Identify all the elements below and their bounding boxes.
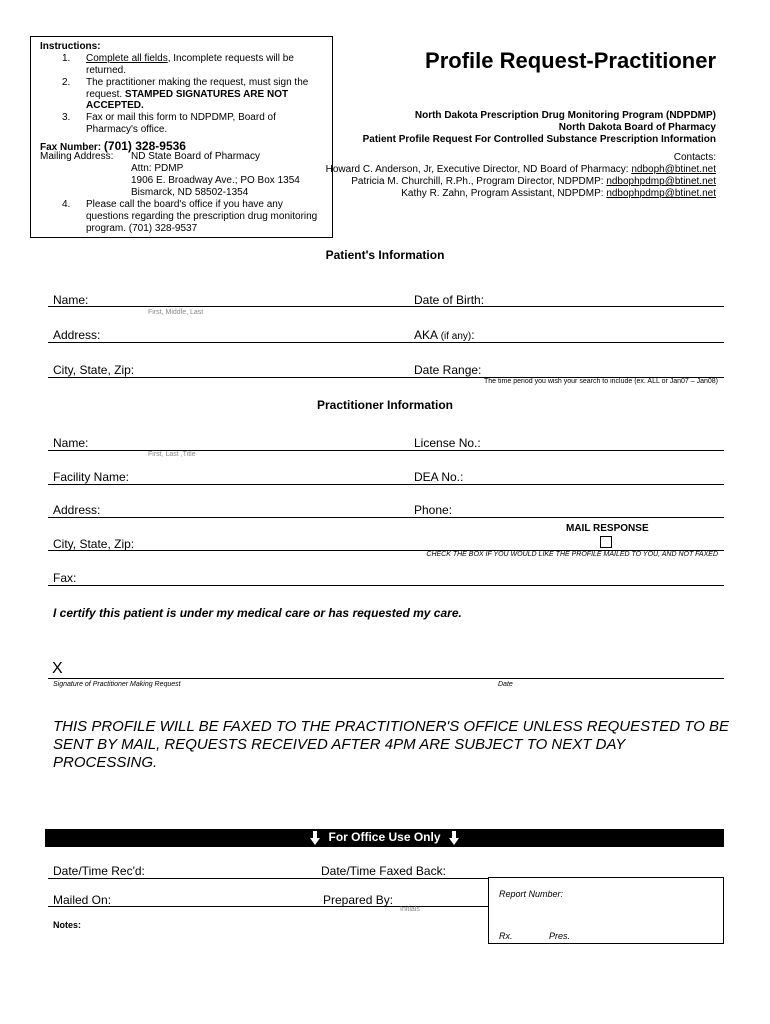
patient-address-aka-line[interactable] (48, 342, 724, 343)
stamped-signatures-warning: STAMPED SIGNATURES ARE NOT (124, 89, 289, 100)
instruction-1-number: 1. (62, 53, 71, 64)
patient-aka-hint: (if any) (440, 331, 472, 342)
board-name: North Dakota Board of Pharmacy (558, 122, 716, 133)
date-faxed-back-label: Date/Time Faxed Back: (321, 864, 446, 878)
practitioner-section-heading: Practitioner Information (316, 398, 453, 412)
contact-2-text: Patricia M. Churchill, R.Ph., Program Director, NDPDMP: (351, 176, 607, 187)
notes-label: Notes: (53, 920, 82, 930)
contact-3 (401, 188, 716, 199)
practitioner-name-hint: First, Last ,Title (148, 451, 196, 458)
report-number-box[interactable] (488, 877, 724, 944)
patient-aka-colon: : (471, 328, 475, 342)
instruction-3-line2: Pharmacy's office. (86, 124, 168, 135)
arrow-down-icon (310, 831, 320, 845)
form-subtitle: Patient Profile Request For Controlled Substance Prescription Information (362, 134, 716, 145)
contacts-label: Contacts: (673, 152, 716, 163)
office-date-line[interactable] (48, 878, 488, 879)
practitioner-name-label: Name: (53, 436, 89, 450)
contact-1-text: Howard C. Anderson, Jr, Executive Director, ND Board of Pharmacy: (325, 164, 632, 175)
date-received-label: Date/Time Rec'd: (53, 864, 145, 878)
contact-2 (351, 176, 716, 187)
patient-section-heading: Patient's Information (325, 248, 445, 262)
mailing-address-line-4: Bismarck, ND 58502-1354 (131, 187, 249, 198)
certification-statement: I certify this patient is under my medical care or has requested my care. (53, 606, 462, 620)
patient-dob-label: Date of Birth: (414, 293, 485, 307)
instruction-2-line2a: request. (86, 89, 125, 100)
phone-label: Phone: (414, 503, 453, 517)
office-use-banner-row (45, 830, 724, 845)
contact-1-email[interactable]: ndboph@btinet.net (631, 164, 716, 175)
signature-line[interactable] (48, 678, 724, 679)
initials-hint: Initials (400, 906, 420, 913)
pres-label: Pres. (549, 931, 571, 941)
instruction-1-line2: returned. (86, 65, 127, 76)
dea-label: DEA No.: (414, 470, 464, 484)
fax-number-label: Fax Number: (40, 142, 104, 153)
mailed-prepared-line[interactable] (48, 906, 488, 907)
contact-1 (326, 164, 716, 175)
mailing-address-line-2: Attn: PDMP (131, 163, 184, 174)
program-name: North Dakota Prescription Drug Monitoring Program (NDPDMP) (414, 110, 716, 121)
rx-label: Rx. (499, 931, 513, 941)
page-title: Profile Request-Practitioner (425, 48, 716, 73)
patient-address-label: Address: (53, 328, 101, 342)
complete-all-fields-text: Complete all fields (86, 53, 168, 64)
instruction-4-line1: Please call the board's office if you have any (86, 199, 283, 210)
practitioner-address-label: Address: (53, 503, 101, 517)
fax-notice: THIS PROFILE WILL BE FAXED TO THE PRACTITIONER'S OFFICE UNLESS REQUESTED TO BE SENT BY MAIL, REQUESTS RECEIVED AFTER 4PM ARE SUBJECT TO NEXT DAY PROCESSING. (53, 718, 730, 771)
mailing-address-label: Mailing Address: (40, 151, 114, 162)
practitioner-csz-label: City, State, Zip: (53, 537, 135, 551)
mail-response-label: MAIL RESPONSE (566, 523, 649, 534)
office-use-banner-text: For Office Use Only (328, 830, 441, 844)
instruction-1 (86, 53, 294, 65)
mail-response-checkbox[interactable] (600, 536, 612, 548)
patient-date-range-hint: The time period you wish your search to include (ex. ALL or Jan07 – Jan08) (484, 378, 718, 385)
instruction-4-number: 4. (62, 199, 71, 210)
instruction-3-line1: Fax or mail this form to NDPDMP, Board of (86, 112, 276, 123)
mailing-address-line-1: ND State Board of Pharmacy (131, 151, 260, 162)
address-phone-line[interactable] (48, 517, 724, 518)
fax-number-value: (701) 328-9536 (103, 139, 186, 153)
patient-csz-label: City, State, Zip: (53, 363, 135, 377)
signature-hint: Signature of Practitioner Making Request (53, 681, 181, 688)
contact-3-email[interactable]: ndbophpdmp@btinet.net (606, 188, 716, 199)
practitioner-fax-line[interactable] (48, 585, 724, 586)
instruction-4-line3: program. (701) 328-9537 (86, 223, 198, 234)
instruction-1-rest: , Incomplete requests will be (167, 53, 294, 64)
check-box-hint: CHECK THE BOX IF YOU WOULD LIKE THE PROFILE MAILED TO YOU, AND NOT FAXED (426, 551, 718, 558)
signature-x-mark: X (52, 660, 63, 677)
patient-name-dob-line[interactable] (48, 306, 724, 307)
mailed-on-label: Mailed On: (53, 893, 112, 907)
patient-date-range-label: Date Range: (414, 363, 482, 377)
patient-name-hint: First, Middle, Last (148, 309, 204, 316)
license-label: License No.: (414, 436, 481, 450)
practitioner-fax-label: Fax: (53, 571, 77, 585)
instruction-2-number: 2. (62, 77, 71, 88)
facility-name-label: Facility Name: (53, 470, 130, 484)
patient-aka-label: AKA (414, 328, 438, 342)
contact-2-email[interactable]: ndbophpdmp@btinet.net (606, 176, 716, 187)
patient-name-label: Name: (53, 293, 89, 307)
instruction-2-line3: ACCEPTED. (86, 100, 144, 111)
patient-aka-row (414, 328, 475, 342)
prepared-by-label: Prepared By: (323, 893, 394, 907)
office-use-banner (45, 829, 724, 847)
instruction-2-line1: The practitioner making the request, must sign the (86, 77, 309, 88)
instructions-heading: Instructions: (40, 41, 101, 52)
arrow-down-icon (449, 831, 459, 845)
contact-3-text: Kathy R. Zahn, Program Assistant, NDPDMP: (401, 188, 607, 199)
report-number-label: Report Number: (499, 889, 564, 899)
instruction-4-line2: questions regarding the prescription drug monitoring (86, 211, 318, 222)
mailing-address-line-3: 1906 E. Broadway Ave.; PO Box 1354 (131, 175, 300, 186)
facility-dea-line[interactable] (48, 484, 724, 485)
signature-date-hint: Date (498, 681, 513, 688)
instruction-3-number: 3. (62, 112, 71, 123)
